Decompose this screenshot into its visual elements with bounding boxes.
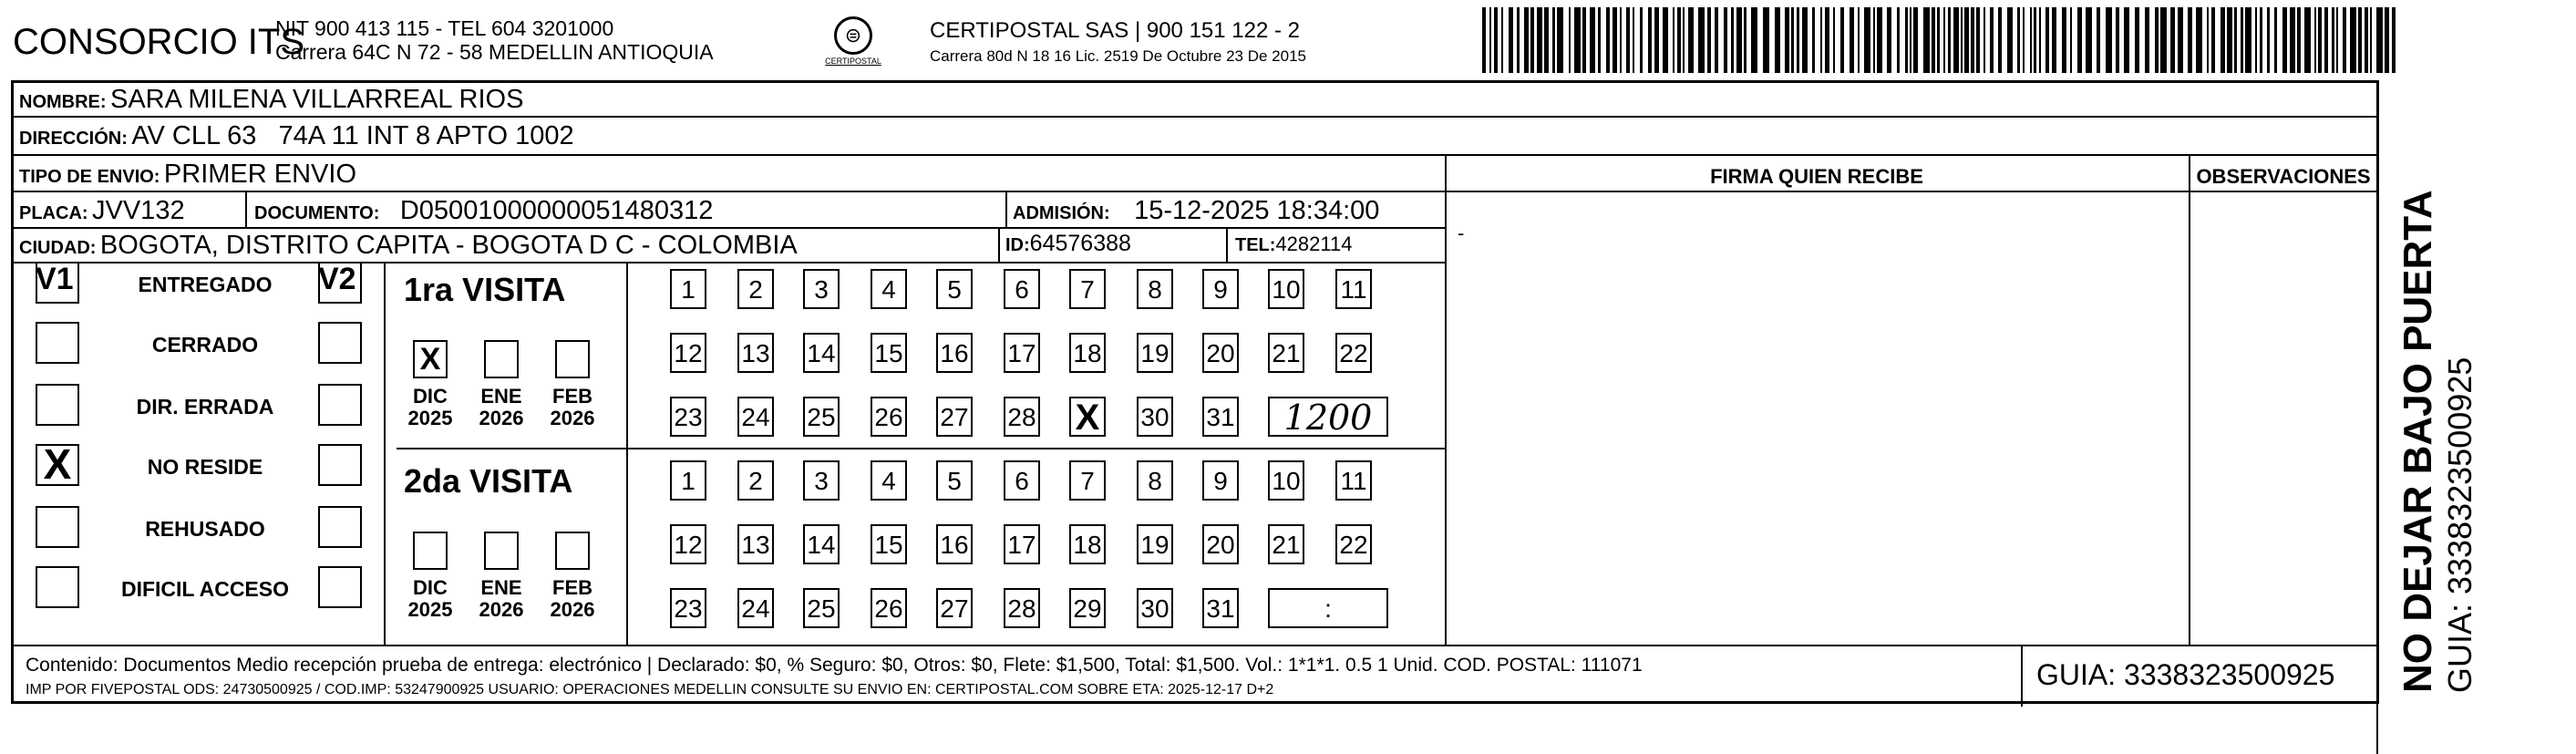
barcode-bar (2385, 7, 2389, 73)
barcode-bar (1648, 7, 1652, 73)
v1-checkbox[interactable] (36, 262, 79, 304)
month-name: FEB (552, 385, 592, 408)
nombre-value: SARA MILENA VILLARREAL RIOS (110, 85, 524, 114)
day-box[interactable]: 30 (1137, 397, 1173, 437)
company-name: CONSORCIO ITS (13, 22, 305, 62)
month-year: 2026 (479, 598, 524, 621)
logo-icon: ⊜ (834, 16, 872, 55)
month-year: 2025 (407, 598, 453, 621)
tel-field (1235, 232, 1352, 256)
barcode-bar (1961, 7, 1963, 73)
footer-content: Contenido: Documentos Medio recepción prueba de entrega: electrónico | Declarado: $0, % Seguro: $0, Otros: $0, Flete: $1,500, Total: $1,500. Vol.: 1*1*1. 0.5 1 Unid. COD. POSTAL: 111071 (26, 655, 1643, 676)
barcode-bar (2045, 7, 2049, 73)
visit1-title: 1ra VISITA (404, 271, 566, 308)
day-box[interactable]: 29 (1069, 588, 1106, 628)
barcode-bar (2358, 7, 2362, 73)
month-year: 2026 (550, 598, 595, 621)
v2-checkbox[interactable] (318, 384, 362, 426)
nit-line: NIT 900 413 115 - TEL 604 3201000 (275, 16, 614, 40)
barcode-bar (1620, 7, 1622, 73)
month-year: 2026 (550, 407, 595, 429)
barcode-bar (1544, 7, 1549, 73)
barcode-bar (1840, 7, 1844, 73)
day-box[interactable]: 2 (737, 269, 774, 309)
barcode-bar (1937, 7, 1940, 73)
month-name: FEB (552, 576, 592, 599)
barcode-bar (2145, 7, 2149, 73)
placa-value: JVV132 (92, 196, 185, 225)
day-box[interactable]: 17 (1004, 333, 1040, 373)
month-checkbox[interactable]: X (413, 340, 448, 378)
status-label: NO RESIDE (147, 455, 263, 479)
barcode-bar (1707, 7, 1711, 73)
barcode (1482, 7, 2397, 73)
day-box[interactable]: 13 (737, 333, 774, 373)
tipo-value: PRIMER ENVIO (163, 160, 357, 189)
ciudad-label: CIUDAD: (19, 238, 97, 258)
barcode-bar (2282, 7, 2287, 73)
day-box[interactable]: 11 (1335, 460, 1372, 501)
barcode-bar (2170, 7, 2175, 73)
barcode-bar (1552, 7, 1555, 73)
id-label: ID: (1005, 235, 1030, 255)
day-box[interactable]: 14 (803, 524, 840, 564)
month-year: 2026 (479, 407, 524, 429)
barcode-bar (1791, 7, 1794, 73)
barcode-bar (1850, 7, 1854, 73)
month-name: DIC (413, 385, 448, 408)
barcode-bar (2392, 7, 2396, 73)
day-box[interactable]: 12 (670, 524, 706, 564)
barcode-bar (1775, 7, 1780, 73)
barcode-bar (1736, 7, 1742, 73)
barcode-bar (1582, 7, 1586, 73)
barcode-bar (1998, 7, 2002, 73)
barcode-bar (1482, 7, 1486, 73)
status-label: DIR. ERRADA (136, 395, 274, 418)
day-box[interactable]: 16 (936, 524, 973, 564)
day-box[interactable]: 11 (1335, 269, 1372, 309)
day-box[interactable]: 3 (803, 269, 840, 309)
day-box[interactable]: 26 (871, 397, 907, 437)
barcode-bar (1626, 7, 1630, 73)
barcode-bar (1990, 7, 1994, 73)
barcode-bar (2245, 7, 2251, 73)
barcode-bar (2370, 7, 2372, 73)
v1-checkbox[interactable] (36, 506, 79, 548)
barcode-bar (1923, 7, 1930, 73)
day-box[interactable]: 19 (1137, 524, 1173, 564)
barcode-bar (2324, 7, 2328, 73)
tipo-label: TIPO DE ENVIO: (19, 167, 160, 187)
barcode-bar (1489, 7, 1491, 73)
tipo-row (19, 160, 356, 190)
barcode-bar (1797, 7, 1799, 73)
v2-checkbox[interactable] (318, 262, 362, 304)
barcode-bar (2106, 7, 2112, 73)
barcode-bar (1683, 7, 1685, 73)
barcode-bar (1744, 7, 1747, 73)
certipostal-name: CERTIPOSTAL SAS | 900 151 122 - 2 (930, 18, 1300, 43)
barcode-bar (1873, 7, 1875, 73)
month-label (407, 386, 453, 429)
barcode-bar (2086, 7, 2092, 73)
barcode-bar (2332, 7, 2334, 73)
ciudad-field (19, 231, 798, 261)
month-checkbox[interactable] (413, 532, 448, 570)
documento-field (254, 196, 713, 226)
day-box[interactable]: 17 (1004, 524, 1040, 564)
barcode-bar (1606, 7, 1610, 73)
barcode-bar (2077, 7, 2082, 73)
time-box[interactable]: 1200 (1268, 397, 1388, 437)
barcode-bar (1820, 7, 1822, 73)
day-box[interactable]: 10 (1268, 269, 1304, 309)
certipostal-logo (808, 16, 899, 71)
barcode-bar (1517, 7, 1520, 73)
barcode-bar (1953, 7, 1959, 73)
status-label: ENTREGADO (138, 273, 273, 296)
day-box[interactable]: 15 (871, 524, 907, 564)
x-mark-icon: X (43, 440, 72, 488)
barcode-bar (1812, 7, 1815, 73)
barcode-bar (1715, 7, 1718, 73)
barcode-bar (2052, 7, 2056, 73)
barcode-bar (2318, 7, 2322, 73)
barcode-bar (1640, 7, 1643, 73)
barcode-bar (2034, 7, 2036, 73)
v2-header: V2 (318, 262, 356, 296)
barcode-bar (1537, 7, 1542, 73)
v1-checkbox[interactable] (36, 440, 79, 488)
v2-checkbox[interactable] (318, 444, 362, 486)
nombre-row (19, 85, 523, 115)
no-dejar-bajo-puerta: NO DEJAR BAJO PUERTA (2396, 190, 2440, 693)
side-note (2396, 190, 2479, 693)
status-label: REHUSADO (145, 517, 265, 541)
documento-value: D05001000000051480312 (399, 196, 714, 225)
firma-header: FIRMA QUIEN RECIBE (1710, 165, 1923, 188)
barcode-bar (1663, 7, 1668, 73)
barcode-bar (1910, 7, 1911, 73)
day-box[interactable]: 25 (803, 588, 840, 628)
barcode-bar (1557, 7, 1563, 73)
barcode-bar (1785, 7, 1789, 73)
day-box[interactable]: 2 (737, 460, 774, 501)
month-label (479, 386, 524, 429)
barcode-bar (1633, 7, 1634, 73)
barcode-bar (2267, 7, 2270, 73)
day-box[interactable]: 24 (737, 588, 774, 628)
month-name: ENE (480, 576, 522, 599)
month-year: 2025 (407, 407, 453, 429)
day-box[interactable]: 23 (670, 588, 706, 628)
month-checkbox[interactable] (484, 340, 519, 378)
day-box[interactable]: 5 (936, 269, 973, 309)
barcode-bar (1948, 7, 1951, 73)
day-box[interactable]: 28 (1004, 588, 1040, 628)
barcode-bar (2376, 7, 2383, 73)
v1-checkbox[interactable] (36, 322, 79, 364)
side-guia: GUIA: 3338323500925 (2441, 356, 2478, 693)
barcode-bar (2039, 7, 2041, 73)
status-label: CERRADO (151, 333, 259, 356)
day-box[interactable]: 27 (936, 397, 973, 437)
barcode-bar (1654, 7, 1659, 73)
day-box[interactable]: 19 (1137, 333, 1173, 373)
day-box[interactable]: 6 (1004, 460, 1040, 501)
barcode-bar (1864, 7, 1870, 73)
day-box[interactable]: 27 (936, 588, 973, 628)
day-box[interactable]: 10 (1268, 460, 1304, 501)
barcode-bar (2155, 7, 2159, 73)
barcode-bar (1673, 7, 1674, 73)
day-box[interactable]: 31 (1202, 397, 1239, 437)
day-box[interactable] (1069, 397, 1106, 437)
barcode-bar (2017, 7, 2020, 73)
barcode-bar (2135, 7, 2139, 73)
placa-field (19, 196, 185, 226)
logo-text: CERTIPOSTAL (825, 57, 881, 66)
barcode-bar (1698, 7, 1705, 73)
day-box[interactable]: 16 (936, 333, 973, 373)
month-label (407, 577, 453, 621)
direccion-label: DIRECCIÓN: (19, 129, 128, 149)
barcode-bar (1943, 7, 1945, 73)
day-box[interactable]: 9 (1202, 460, 1239, 501)
admision-value: 15-12-2025 18:34:00 (1134, 196, 1380, 225)
barcode-bar (2160, 7, 2167, 73)
barcode-bar (1802, 7, 1808, 73)
x-mark-icon: X (1075, 398, 1100, 438)
month-name: ENE (480, 385, 522, 408)
day-box[interactable]: 20 (1202, 333, 1239, 373)
form-frame: NOMBRE: SARA MILENA VILLARREAL RIOS DIRECCIÓN: AV CLL 63 74A 11 INT 8 APTO 1002 TIPO DE ENVIO: PRIMER ENVIO FIRMA QUIEN RECIBE OBSERVACIONES PLACA: JVV132 DOCUMENTO: D05001000000051480312 ADMISIÓN: 15-12-2025 18:34:00 CIUDAD: BOGOTA, DISTRITO CAPITA - BOGOTA D C - COLOMBIA ID:64576388 TEL:4282114 V1 V2 ENTREGADO CERRADO DIR. ERRADA X NO RESIDE REHUSADO DIFICIL ACCESO 1ra VISITA X DIC 2025 ENE 2026 FEB 2026 1 2 3 4 5 6 7 8 9 10 11 12 13 14 15 16 17 18 19 20 21 22 23 24 25 26 27 28 X 30 31 1200 2da VISITA DIC 2025 ENE 2026 FEB 2026 1 2 3 4 5 6 7 8 9 10 11 12 13 14 15 16 17 18 19 20 21 22 23 24 25 26 27 28 29 30 31 : - (11, 80, 2379, 704)
barcode-bar (1897, 7, 1900, 73)
day-box[interactable]: 1 (670, 460, 706, 501)
day-box[interactable]: 23 (670, 397, 706, 437)
day-box[interactable]: 13 (737, 524, 774, 564)
barcode-bar (2314, 7, 2316, 73)
v2-checkbox[interactable] (318, 506, 362, 548)
barcode-bar (2365, 7, 2368, 73)
day-box[interactable]: 3 (803, 460, 840, 501)
v1-checkbox[interactable] (36, 566, 79, 608)
barcode-bar (2350, 7, 2356, 73)
direccion-row (19, 121, 574, 151)
day-box[interactable]: 26 (871, 588, 907, 628)
barcode-bar (1971, 7, 1974, 73)
company-info (275, 16, 714, 64)
barcode-bar (2241, 7, 2243, 73)
day-box[interactable]: 24 (737, 397, 774, 437)
day-box[interactable]: 31 (1202, 588, 1239, 628)
day-box[interactable]: 22 (1335, 333, 1372, 373)
barcode-bar (1501, 7, 1503, 73)
day-box[interactable]: 15 (871, 333, 907, 373)
day-box[interactable]: 25 (803, 397, 840, 437)
barcode-bar (1877, 7, 1882, 73)
v1-header: V1 (36, 262, 74, 296)
visit2-title: 2da VISITA (404, 462, 573, 500)
barcode-bar (1763, 7, 1769, 73)
month-label (479, 577, 524, 621)
month-name: DIC (413, 576, 448, 599)
v2-checkbox[interactable] (318, 322, 362, 364)
barcode-bar (2196, 7, 2202, 73)
barcode-bar (1913, 7, 1918, 73)
barcode-bar (1613, 7, 1617, 73)
barcode-bar (1825, 7, 1829, 73)
barcode-bar (1932, 7, 1935, 73)
day-box[interactable]: 18 (1069, 333, 1106, 373)
day-box[interactable]: 8 (1137, 460, 1173, 501)
barcode-bar (2070, 7, 2072, 73)
barcode-bar (2211, 7, 2215, 73)
barcode-bar (2188, 7, 2192, 73)
barcode-bar (1524, 7, 1529, 73)
barcode-bar (2260, 7, 2262, 73)
documento-label: DOCUMENTO: (254, 203, 380, 223)
barcode-bar (2304, 7, 2311, 73)
v2-checkbox[interactable] (318, 566, 362, 608)
barcode-bar (2227, 7, 2232, 73)
status-label: DIFICIL ACCESO (120, 577, 289, 601)
day-box[interactable]: 9 (1202, 269, 1239, 309)
barcode-bar (1858, 7, 1860, 73)
barcode-bar (2116, 7, 2119, 73)
barcode-bar (2062, 7, 2066, 73)
barcode-bar (2290, 7, 2295, 73)
barcode-bar (1887, 7, 1891, 73)
barcode-bar (2336, 7, 2338, 73)
id-field (1005, 231, 1131, 257)
barcode-bar (2178, 7, 2183, 73)
day-box[interactable]: 28 (1004, 397, 1040, 437)
day-box[interactable]: 5 (936, 460, 973, 501)
barcode-bar (1574, 7, 1581, 73)
month-checkbox[interactable] (484, 532, 519, 570)
barcode-bar (2207, 7, 2209, 73)
day-box[interactable]: 21 (1268, 524, 1304, 564)
barcode-bar (1976, 7, 1980, 73)
barcode-bar (2343, 7, 2346, 73)
barcode-bar (2221, 7, 2225, 73)
barcode-bar (1984, 7, 1985, 73)
placa-label: PLACA: (19, 203, 88, 223)
day-box[interactable]: 7 (1069, 460, 1106, 501)
barcode-bar (2007, 7, 2013, 73)
time-box[interactable]: : (1268, 588, 1388, 628)
day-box[interactable]: 4 (871, 269, 907, 309)
barcode-bar (2023, 7, 2025, 73)
admision-field (1013, 196, 1379, 226)
barcode-bar (1677, 7, 1681, 73)
day-box[interactable]: 4 (871, 460, 907, 501)
barcode-bar (1833, 7, 1835, 73)
day-box[interactable]: 7 (1069, 269, 1106, 309)
footer-guia: GUIA: 3338323500925 (2036, 658, 2335, 691)
observaciones-header: OBSERVACIONES (2196, 165, 2371, 188)
barcode-bar (1964, 7, 1969, 73)
barcode-bar (2124, 7, 2129, 73)
direccion-value: AV CLL 63 74A 11 INT 8 APTO 1002 (131, 121, 574, 150)
address-line: Carrera 64C N 72 - 58 MEDELLIN ANTIOQUIA (275, 40, 714, 64)
day-box[interactable]: 1 (670, 269, 706, 309)
day-box[interactable]: 20 (1202, 524, 1239, 564)
barcode-bar (2234, 7, 2237, 73)
barcode-bar (1494, 7, 1498, 73)
tel-value: 4282114 (1275, 232, 1353, 255)
day-box[interactable]: 6 (1004, 269, 1040, 309)
nombre-label: NOMBRE: (19, 92, 107, 112)
barcode-bar (1905, 7, 1908, 73)
day-box[interactable]: 22 (1335, 524, 1372, 564)
barcode-bar (1724, 7, 1727, 73)
barcode-bar (2274, 7, 2277, 73)
barcode-bar (1509, 7, 1513, 73)
barcode-bar (2297, 7, 2301, 73)
day-box[interactable]: 14 (803, 333, 840, 373)
month-checkbox[interactable] (555, 340, 590, 378)
certipostal-address: Carrera 80d N 18 16 Lic. 2519 De Octubre 23 De 2015 (930, 47, 1306, 65)
v1-checkbox[interactable] (36, 384, 79, 426)
month-label (550, 386, 595, 429)
barcode-bar (1751, 7, 1757, 73)
ciudad-value: BOGOTA, DISTRITO CAPITA - BOGOTA D C - COLOMBIA (99, 231, 798, 260)
barcode-bar (1590, 7, 1595, 73)
barcode-bar (2097, 7, 2100, 73)
day-box[interactable]: 8 (1137, 269, 1173, 309)
month-checkbox[interactable] (555, 532, 590, 570)
day-box[interactable]: 18 (1069, 524, 1106, 564)
barcode-bar (1688, 7, 1694, 73)
barcode-bar (1731, 7, 1734, 73)
barcode-bar (1530, 7, 1534, 73)
day-box[interactable]: 12 (670, 333, 706, 373)
tel-label: TEL: (1235, 235, 1276, 255)
barcode-bar (1569, 7, 1571, 73)
id-value: 64576388 (1029, 231, 1131, 256)
footer-imp: IMP POR FIVEPOSTAL ODS: 24730500925 / COD.IMP: 53247900925 USUARIO: OPERACIONES MEDELLIN CONSULTE SU ENVIO EN: CERTIPOSTAL.COM SOBRE ETA: 2025-12-17 D+2 (26, 682, 1274, 697)
barcode-bar (2030, 7, 2032, 73)
day-box[interactable]: 30 (1137, 588, 1173, 628)
day-box[interactable]: 21 (1268, 333, 1304, 373)
admision-label: ADMISIÓN: (1013, 203, 1110, 223)
barcode-bar (1598, 7, 1601, 73)
month-label (550, 577, 595, 621)
barcode-bar (2255, 7, 2257, 73)
